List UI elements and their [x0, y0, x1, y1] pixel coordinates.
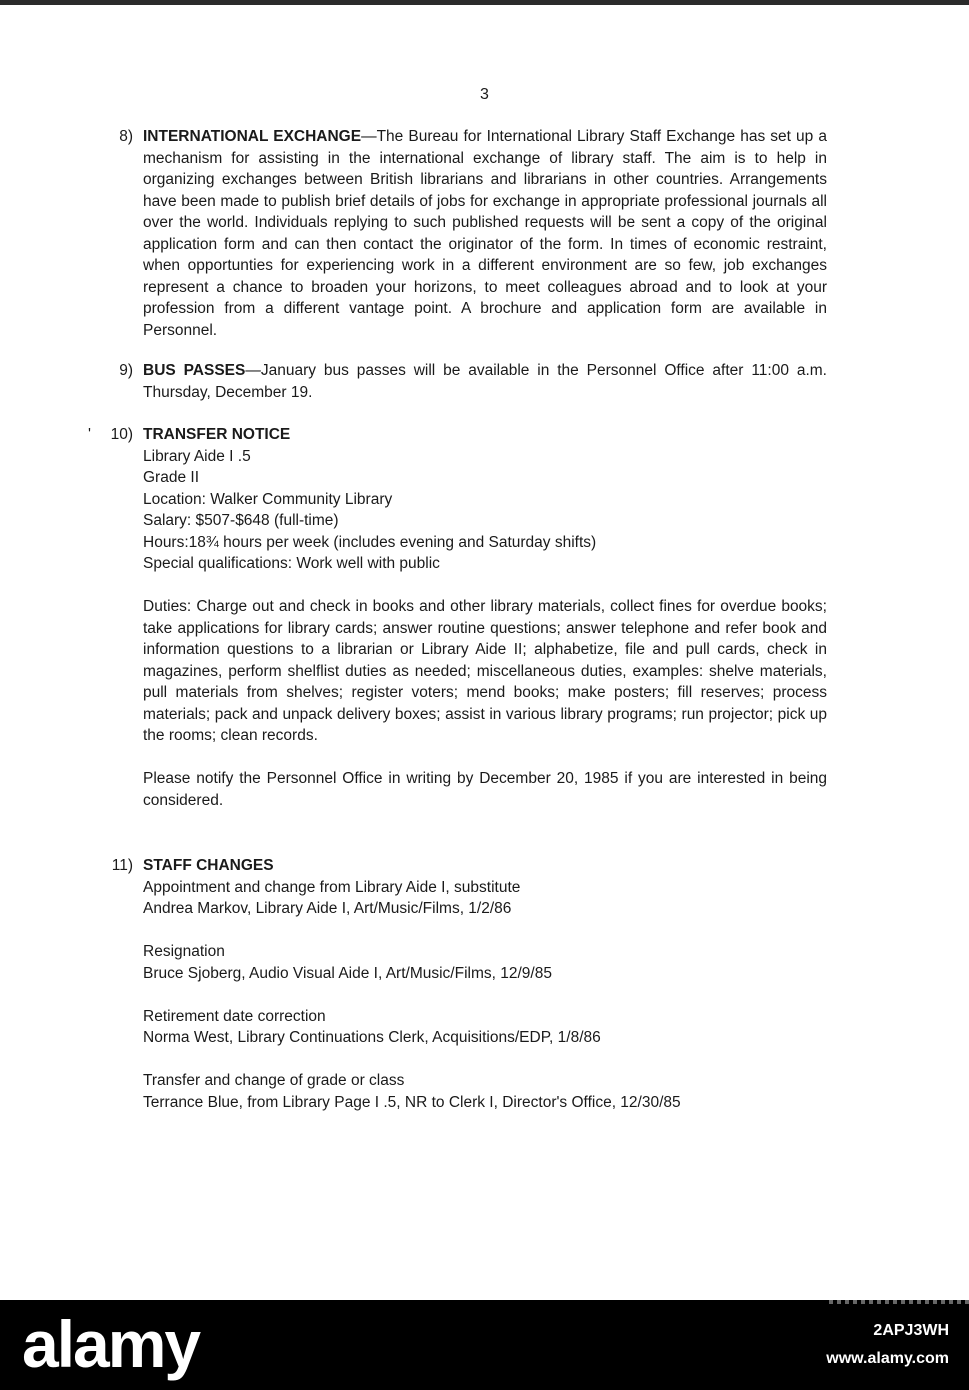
item-body — [143, 424, 827, 811]
transfer-line-hours: Hours:18¾ hours per week (includes evening and Saturday shifts) — [143, 533, 597, 551]
site-url: www.alamy.com — [826, 1350, 949, 1367]
staff-change-entry: Andrea Markov, Library Aide I, Art/Music/Films, 1/2/86 — [143, 900, 512, 917]
item-body — [143, 126, 827, 341]
transfer-line-location: Location: Walker Community Library — [143, 490, 393, 508]
transfer-line-salary: Salary: $507-$648 (full-time) — [143, 512, 339, 529]
item-heading: INTERNATIONAL EXCHANGE — [143, 128, 362, 145]
transfer-line-grade: Grade II — [143, 469, 199, 486]
staff-change-title: Transfer and change of grade or class — [143, 1072, 405, 1089]
transfer-line-position: Library Aide I .5 — [143, 447, 251, 465]
item-heading: TRANSFER NOTICE — [143, 426, 291, 443]
item-heading: BUS PASSES — [143, 362, 246, 379]
watermark-footer — [0, 1300, 969, 1390]
staff-change-title: Retirement date correction — [143, 1007, 326, 1025]
transfer-duties: Duties: Charge out and check in books and other library materials, collect fines for overdue books; take applications for library cards; answer routine questions; answer telephone and refer book and information questions to a librarian or Library Aide II; alphabetize, file and pull cards, check in magazines, perform shelflist duties as needed; miscellaneous duties, examples: shelve materials, pull materials from shelves; register voters; mend books; make posters; fill reserves; process materials; pack and unpack delivery boxes; assist in various library programs; run projector; pick up the rooms; clean records. — [143, 598, 827, 744]
staff-change-title: Resignation — [143, 943, 225, 960]
item-body — [143, 855, 827, 1113]
staff-change-entry: Norma West, Library Continuations Clerk, Acquisitions/EDP, 1/8/86 — [143, 1029, 601, 1046]
staff-change-entry: Terrance Blue, from Library Page I .5, NR to Clerk I, Director's Office, 12/30/85 — [143, 1093, 681, 1111]
item-number: 10) — [110, 426, 133, 443]
item-number: 9) — [119, 362, 133, 379]
staff-change-entry: Bruce Sjoberg, Audio Visual Aide I, Art/Music/Films, 12/9/85 — [143, 964, 552, 982]
footer-dots — [829, 1300, 969, 1304]
transfer-notify: Please notify the Personnel Office in writing by December 20, 1985 if you are interested in being considered. — [143, 770, 827, 809]
stray-mark: ' — [88, 426, 91, 443]
item-number: 11) — [111, 857, 133, 874]
item-text: —The Bureau for International Library Staff Exchange has set up a mechanism for assisting in the international exchange of library staff. The aim is to help in organizing exchanges between British librarians and librarians in other countries. Arrangements have been made to publish brief details of jobs for exchange in appropriate professional journals all over the world. Individuals replying to such published requests will be sent a copy of the original application form and can then contact the originator of the form. In times of economic restraint, when opportunties for experiencing work in a different environment are so few, job exchanges represent a chance to broaden your horizons, to meet colleagues abroad and to look at your profession from a different vantage point. A brochure and application form are available in Personnel. — [143, 128, 827, 339]
item-text: —January bus passes will be available in the Personnel Office after 11:00 a.m. Thursday, December 19. — [143, 362, 827, 401]
item-body — [143, 360, 827, 403]
item-number: 8) — [119, 128, 133, 145]
staff-change-title: Appointment and change from Library Aide I, substitute — [143, 878, 521, 896]
page-number: 3 — [480, 86, 489, 103]
transfer-line-qualifications: Special qualifications: Work well with public — [143, 555, 440, 572]
image-id: 2APJ3WH — [873, 1322, 949, 1339]
alamy-logo: alamy — [22, 1307, 200, 1381]
item-heading: STAFF CHANGES — [143, 857, 274, 874]
